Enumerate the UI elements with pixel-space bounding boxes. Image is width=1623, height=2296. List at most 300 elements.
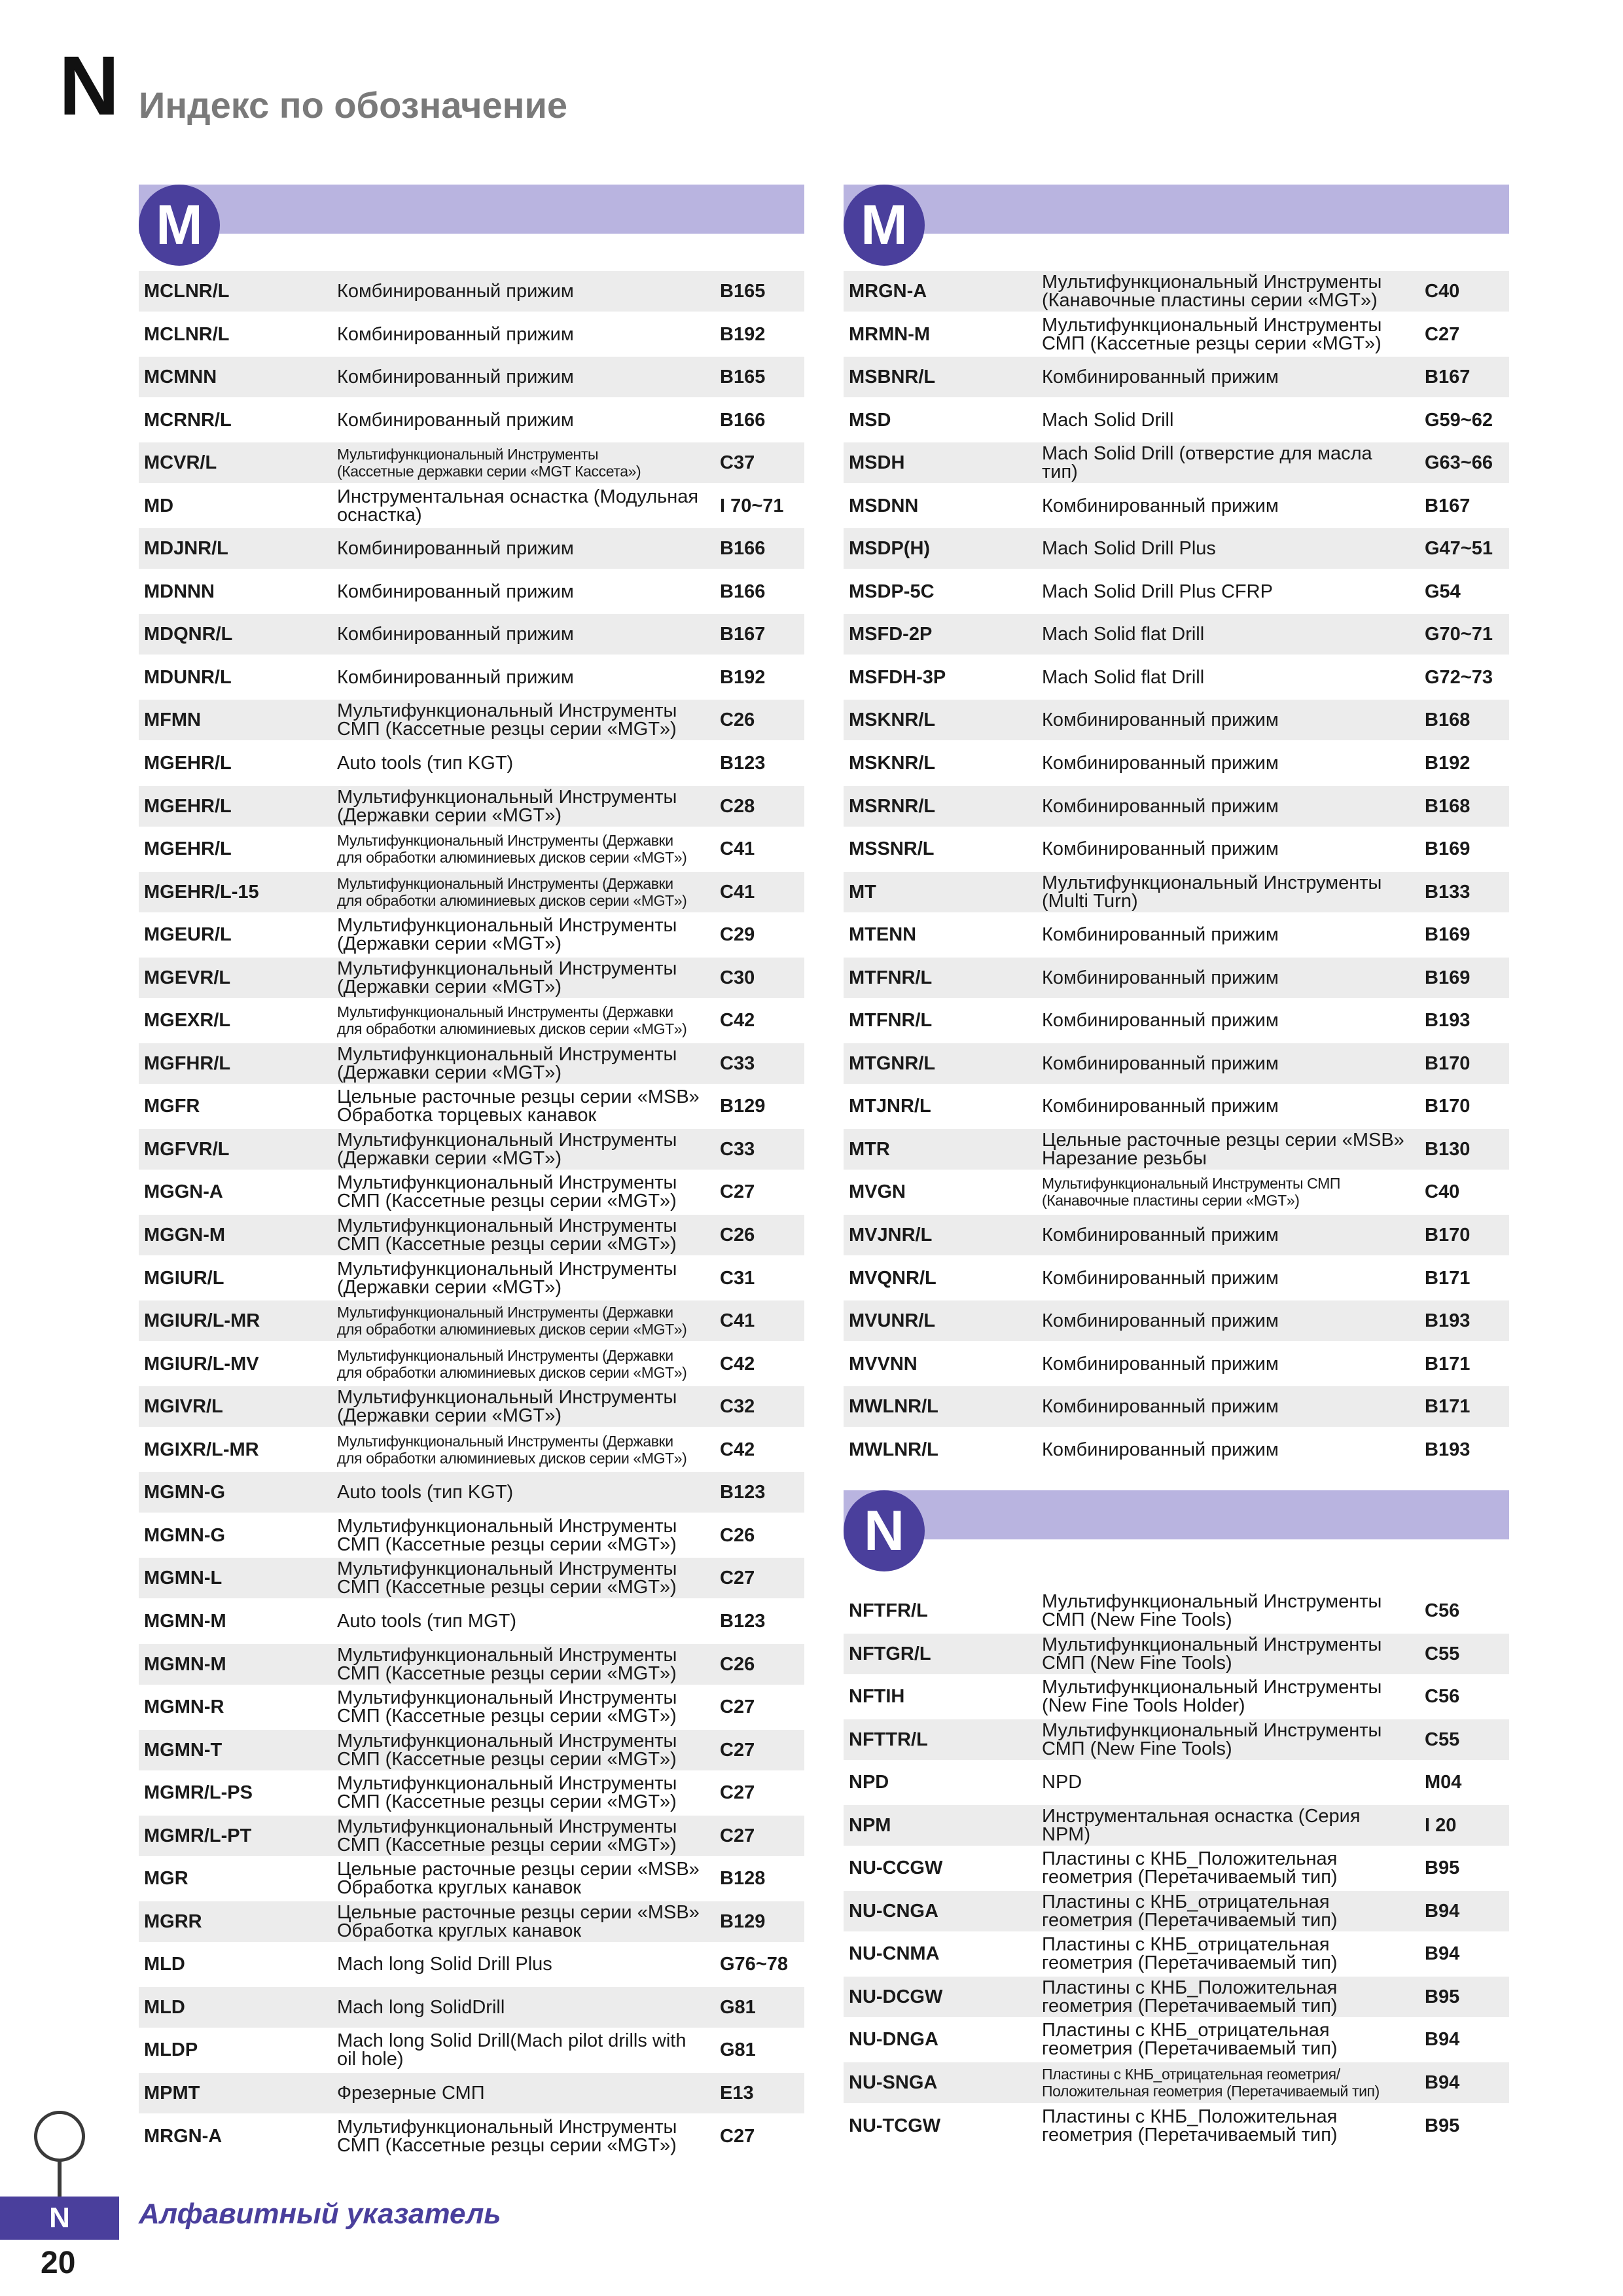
designation-description: Мультифункциональный Инструменты СМП (Канавочные пластины серии «MGT») [1042, 1175, 1340, 1210]
table-row [139, 1987, 804, 2028]
designation-code: MWLNR/L [849, 1439, 938, 1460]
page-reference: E13 [720, 2082, 754, 2104]
page-reference: G76~78 [720, 1954, 789, 1975]
page-reference: M04 [1425, 1772, 1462, 1793]
page-reference: C32 [720, 1396, 755, 1418]
table-row [844, 1344, 1509, 1384]
section-letter-badge: M [844, 185, 925, 266]
designation-description: Цельные расточные резцы серии «MSB» Нарезание резьбы [1042, 1129, 1404, 1169]
section-header-m-right [844, 185, 1509, 266]
page-reference: B166 [720, 581, 766, 602]
table-row [139, 743, 804, 783]
designation-description: Мультифункциональный Инструменты СМП (Кассетные резцы серии «MGT») [337, 1215, 677, 1255]
designation-code: MGFVR/L [144, 1138, 230, 1160]
designation-description: Мультифункциональный Инструменты (Державки серии «MGT») [337, 1258, 677, 1298]
designation-description: Mach Solid flat Drill [1042, 666, 1205, 688]
table-row [844, 1386, 1509, 1427]
designation-description: Мультифункциональный Инструменты (Державки серии «MGT») [337, 958, 677, 997]
designation-description: Мультифункциональный Инструменты СМП (Кассетные резцы серии «MGT») [337, 1773, 677, 1813]
table-row [139, 357, 804, 397]
page-reference: C55 [1425, 1643, 1460, 1664]
table-row [844, 700, 1509, 740]
table-row [844, 528, 1509, 569]
designation-code: MTFNR/L [849, 967, 933, 988]
table-row [844, 271, 1509, 312]
table-row [139, 829, 804, 869]
designation-code: MGEHR/L [144, 795, 232, 817]
designation-code: MGMN-R [144, 1696, 224, 1718]
designation-code: NU-DNGA [849, 2029, 938, 2051]
designation-code: NU-TCGW [849, 2115, 941, 2136]
designation-code: MSKNR/L [849, 753, 936, 774]
page-reference: C26 [720, 1524, 755, 1546]
designation-description: Mach Solid Drill Plus CFRP [1042, 581, 1273, 602]
designation-code: MGMN-M [144, 1610, 226, 1632]
page-reference: B123 [720, 1610, 766, 1632]
designation-description: Мультифункциональный Инструменты (Державки для обработки алюминиевых дисков серии «MGT») [337, 1432, 687, 1467]
designation-description: Пластины с КНБ_Положительная геометрия (Перетачиваемый тип) [1042, 1977, 1338, 2017]
designation-description: Инструментальная оснастка (Модульная оснастка) [337, 486, 699, 526]
designation-description: Пластины с КНБ_отрицательная геометрия (Перетачиваемый тип) [1042, 1891, 1338, 1931]
table-row [844, 1719, 1509, 1760]
page-reference: C41 [720, 838, 755, 860]
section-letter-badge: M [139, 185, 220, 266]
table-row [844, 442, 1509, 483]
table-row [139, 2116, 804, 2157]
designation-code: MDQNR/L [144, 624, 233, 645]
designation-code: MGIVR/L [144, 1396, 223, 1418]
page-reference: G59~62 [1425, 409, 1493, 431]
designation-description: Цельные расточные резцы серии «MSB» Обработка торцевых канавок [337, 1086, 700, 1126]
designation-code: NPM [849, 1814, 891, 1836]
page-reference: C33 [720, 1138, 755, 1160]
designation-description: Мультифункциональный Инструменты (Державки для обработки алюминиевых дисков серии «MGT») [337, 874, 687, 909]
page-reference: B95 [1425, 2115, 1460, 2136]
designation-description: Мультифункциональный Инструменты (Державки серии «MGT») [337, 786, 677, 826]
designation-code: MCMNN [144, 367, 217, 388]
designation-description: Мультифункциональный Инструменты СМП (New Fine Tools) [1042, 1634, 1382, 1674]
table-row [844, 1933, 1509, 1974]
page-reference: C27 [720, 1696, 755, 1718]
designation-code: MSRNR/L [849, 795, 936, 817]
designation-description: Мультифункциональный Инструменты (Multi Turn) [1042, 872, 1382, 912]
page-reference: C42 [720, 1439, 755, 1460]
designation-description: Пластины с КНБ_отрицательная геометрия (Перетачиваемый тип) [1042, 1934, 1338, 1974]
designation-code: NFTFR/L [849, 1600, 928, 1621]
page-reference: C27 [720, 1739, 755, 1761]
index-letter: N [59, 39, 120, 133]
table-row [844, 314, 1509, 355]
designation-description: Мультифункциональный Инструменты (Кассетные державки серии «MGT Кассета») [337, 446, 641, 480]
designation-code: MVJNR/L [849, 1225, 933, 1246]
page-reference: B192 [1425, 753, 1471, 774]
designation-code: MGMN-G [144, 1482, 226, 1503]
designation-code: MGIUR/L-MR [144, 1310, 260, 1332]
designation-code: MGRR [144, 1910, 202, 1932]
designation-description: Комбинированный прижим [1042, 1396, 1279, 1418]
table-row [844, 357, 1509, 397]
designation-description: Комбинированный прижим [337, 581, 574, 602]
table-row [844, 400, 1509, 440]
designation-code: MSDH [849, 452, 905, 474]
designation-description: Комбинированный прижим [1042, 924, 1279, 946]
page-reference: B130 [1425, 1138, 1471, 1160]
page-reference: B171 [1425, 1267, 1471, 1289]
page-reference: B167 [1425, 495, 1471, 516]
table-row [844, 1043, 1509, 1084]
designation-code: NU-CNMA [849, 1943, 940, 1965]
designation-description: Мультифункциональный Инструменты СМП (Кассетные резцы серии «MGT») [337, 700, 677, 740]
table-row [139, 1816, 804, 1856]
designation-code: MSD [849, 409, 891, 431]
page-reference: B167 [720, 624, 766, 645]
table-row [139, 1472, 804, 1513]
designation-description: Мультифункциональный Инструменты (Державки для обработки алюминиевых дисков серии «MGT») [337, 1003, 687, 1038]
designation-code: NU-SNGA [849, 2072, 938, 2094]
designation-code: MTENN [849, 924, 917, 946]
page-reference: G81 [720, 1996, 756, 2018]
footer-section-title: Алфавитный указатель [139, 2198, 501, 2230]
page-title: Индекс по обозначение [139, 84, 568, 126]
designation-description: Мультифункциональный Инструменты СМП (Кассетные резцы серии «MGT») [337, 1816, 677, 1856]
page-reference: B94 [1425, 2029, 1460, 2051]
designation-code: MGIUR/L-MV [144, 1353, 259, 1374]
page-reference: B128 [720, 1868, 766, 1890]
designation-description: Цельные расточные резцы серии «MSB» Обработка круглых канавок [337, 1859, 700, 1899]
table-row [139, 872, 804, 912]
page-reference: C27 [720, 1568, 755, 1589]
designation-description: Комбинированный прижим [1042, 795, 1279, 817]
page-reference: C33 [720, 1052, 755, 1074]
page-reference: B193 [1425, 1310, 1471, 1332]
page-reference: C26 [720, 1225, 755, 1246]
page-reference: C27 [720, 1782, 755, 1804]
page-reference: B95 [1425, 1986, 1460, 2007]
designation-code: MGGN-M [144, 1225, 226, 1246]
page-reference: B129 [720, 1096, 766, 1117]
table-row [844, 1215, 1509, 1255]
page-reference: B94 [1425, 1943, 1460, 1965]
table-row [139, 614, 804, 655]
designation-code: MGMN-L [144, 1568, 223, 1589]
table-row [844, 1129, 1509, 1170]
page-reference: C56 [1425, 1686, 1460, 1708]
designation-code: NFTGR/L [849, 1643, 931, 1664]
page-reference: C42 [720, 1353, 755, 1374]
page-reference: G47~51 [1425, 538, 1493, 560]
page-reference: I 70~71 [720, 495, 784, 516]
section-header-n [844, 1490, 1509, 1571]
designation-code: MGMN-M [144, 1653, 226, 1675]
designation-code: MGIUR/L [144, 1267, 224, 1289]
page-reference: B129 [720, 1910, 766, 1932]
designation-code: MLD [144, 1996, 185, 2018]
table-row [139, 1215, 804, 1255]
page-reference: C55 [1425, 1729, 1460, 1750]
designation-description: Фрезерные СМП [337, 2082, 485, 2104]
page-number: 20 [41, 2246, 76, 2280]
designation-code: MGMN-T [144, 1739, 223, 1761]
designation-description: Комбинированный прижим [1042, 838, 1279, 860]
table-row [844, 2019, 1509, 2060]
page-reference: B171 [1425, 1353, 1471, 1374]
page-reference: G54 [1425, 581, 1461, 602]
designation-description: Комбинированный прижим [337, 367, 574, 388]
designation-description: Mach long Solid Drill(Mach pilot drills with oil hole) [337, 2030, 687, 2070]
designation-description: Комбинированный прижим [1042, 1439, 1279, 1460]
table-row [139, 1386, 804, 1427]
designation-description: Мультифункциональный Инструменты (New Fine Tools Holder) [1042, 1677, 1382, 1717]
page-reference: B192 [720, 666, 766, 688]
designation-description: Мультифункциональный Инструменты СМП (Кассетные резцы серии «MGT») [337, 1644, 677, 1684]
table-row [844, 1848, 1509, 1888]
designation-code: MRGN-A [144, 2125, 223, 2147]
designation-code: MGMR/L-PT [144, 1825, 252, 1846]
designation-description: Auto tools (тип KGT) [337, 753, 514, 774]
index-table-m-left [139, 271, 804, 2159]
designation-description: Комбинированный прижим [337, 323, 574, 345]
table-row [844, 829, 1509, 869]
page-reference: B94 [1425, 2072, 1460, 2094]
table-row [139, 571, 804, 612]
designation-description: Комбинированный прижим [1042, 709, 1279, 731]
designation-code: MGIXR/L-MR [144, 1439, 259, 1460]
page-reference: G81 [720, 2039, 756, 2061]
designation-code: MVVNN [849, 1353, 918, 1374]
page-reference: C27 [720, 2125, 755, 2147]
table-row [844, 1805, 1509, 1846]
designation-code: MTJNR/L [849, 1096, 931, 1117]
table-row [844, 743, 1509, 783]
page-reference: B170 [1425, 1225, 1471, 1246]
page-reference: B193 [1425, 1439, 1471, 1460]
table-row [139, 1515, 804, 1556]
designation-description: Мультифункциональный Инструменты СМП (New Fine Tools) [1042, 1591, 1382, 1630]
table-row [844, 872, 1509, 912]
table-row [844, 486, 1509, 526]
table-row [139, 1429, 804, 1470]
page-reference: C30 [720, 967, 755, 988]
page-reference: C40 [1425, 1181, 1460, 1203]
page-reference: G72~73 [1425, 666, 1493, 688]
designation-code: MSFD-2P [849, 624, 933, 645]
designation-description: Мультифункциональный Инструменты (Державки серии «MGT») [337, 1129, 677, 1169]
table-row [139, 1601, 804, 1641]
designation-code: NU-CCGW [849, 1857, 943, 1879]
designation-description: Auto tools (тип KGT) [337, 1482, 514, 1503]
designation-description: Мультифункциональный Инструменты СМП (New Fine Tools) [1042, 1719, 1382, 1759]
table-row [139, 2073, 804, 2113]
corner-tab: N [0, 2197, 119, 2240]
page-reference: C26 [720, 709, 755, 731]
page-reference: B133 [1425, 881, 1471, 903]
page-reference: C27 [720, 1181, 755, 1203]
designation-code: MSDNN [849, 495, 919, 516]
table-row [844, 2106, 1509, 2146]
table-row [139, 1086, 804, 1126]
designation-code: MTFNR/L [849, 1010, 933, 1031]
designation-description: Мультифункциональный Инструменты (Державки серии «MGT») [337, 1387, 677, 1427]
designation-code: MGEHR/L-15 [144, 881, 259, 903]
designation-code: MSBNR/L [849, 367, 936, 388]
designation-code: MGFR [144, 1096, 200, 1117]
designation-code: NU-DCGW [849, 1986, 943, 2007]
page-reference: B168 [1425, 709, 1471, 731]
designation-description: Мультифункциональный Инструменты (Державки для обработки алюминиевых дисков серии «MGT») [337, 1346, 687, 1381]
page-reference: B166 [720, 409, 766, 431]
table-row [139, 1172, 804, 1212]
designation-description: Комбинированный прижим [1042, 1096, 1279, 1117]
designation-description: Mach Solid Drill Plus [1042, 538, 1216, 560]
designation-code: MSKNR/L [849, 709, 936, 731]
corner-stem [58, 2161, 62, 2198]
designation-code: MFMN [144, 709, 201, 731]
page-reference: B94 [1425, 1900, 1460, 1922]
page-reference: B95 [1425, 1857, 1460, 1879]
table-row [139, 442, 804, 483]
table-row [844, 1634, 1509, 1674]
designation-code: MD [144, 495, 174, 516]
designation-code: MSDP(H) [849, 538, 931, 560]
page-reference: C41 [720, 881, 755, 903]
page-reference: B168 [1425, 795, 1471, 817]
designation-description: Комбинированный прижим [1042, 367, 1279, 388]
designation-description: Мультифункциональный Инструменты СМП (Кассетные резцы серии «MGT») [337, 1558, 677, 1598]
designation-code: MCRNR/L [144, 409, 232, 431]
table-row [139, 1043, 804, 1084]
designation-code: MDNNN [144, 581, 215, 602]
designation-code: MVGN [849, 1181, 906, 1203]
table-row [844, 1762, 1509, 1803]
table-row [139, 271, 804, 312]
designation-description: Mach Solid Drill [1042, 409, 1174, 431]
table-row [139, 657, 804, 698]
designation-code: MPMT [144, 2082, 200, 2104]
table-row [139, 1558, 804, 1598]
designation-description: Mach long Solid Drill Plus [337, 1954, 552, 1975]
page-reference: B165 [720, 281, 766, 302]
designation-code: MT [849, 881, 876, 903]
page-reference: C56 [1425, 1600, 1460, 1621]
designation-code: MCLNR/L [144, 323, 230, 345]
page-reference: C31 [720, 1267, 755, 1289]
designation-code: MGEUR/L [144, 924, 232, 946]
page-reference: B123 [720, 1482, 766, 1503]
table-row [139, 486, 804, 526]
designation-description: Mach long SolidDrill [337, 1996, 505, 2018]
table-row [844, 1891, 1509, 1931]
designation-code: MTR [849, 1138, 890, 1160]
page-reference: C27 [1425, 323, 1460, 345]
designation-code: MRMN-M [849, 323, 931, 345]
section-header-m-left [139, 185, 804, 266]
designation-description: Комбинированный прижим [1042, 1052, 1279, 1074]
page-reference: B170 [1425, 1096, 1471, 1117]
designation-description: Мультифункциональный Инструменты (Державки серии «MGT») [337, 1043, 677, 1083]
designation-code: MGMR/L-PS [144, 1782, 253, 1804]
corner-ring-icon [34, 2111, 85, 2162]
designation-code: NPD [849, 1772, 889, 1793]
page-reference: B165 [720, 367, 766, 388]
designation-description: Мультифункциональный Инструменты СМП (Кассетные резцы серии «MGT») [337, 1172, 677, 1212]
page-reference: C41 [720, 1310, 755, 1332]
designation-description: Комбинированный прижим [337, 409, 574, 431]
designation-description: Комбинированный прижим [1042, 753, 1279, 774]
table-row [139, 1944, 804, 1984]
designation-code: MSFDH-3P [849, 666, 946, 688]
designation-code: MSDP-5C [849, 581, 935, 602]
table-row [844, 614, 1509, 655]
designation-code: MGFHR/L [144, 1052, 231, 1074]
designation-description: Комбинированный прижим [337, 538, 574, 560]
page-reference: B171 [1425, 1396, 1471, 1418]
designation-code: MDJNR/L [144, 538, 228, 560]
table-row [844, 657, 1509, 698]
table-row [844, 1590, 1509, 1631]
designation-code: MLDP [144, 2039, 198, 2061]
designation-description: Мультифункциональный Инструменты СМП (Кассетные резцы серии «MGT») [337, 1730, 677, 1770]
table-row [139, 1644, 804, 1685]
table-row [139, 1687, 804, 1727]
designation-code: MWLNR/L [849, 1396, 938, 1418]
designation-description: Auto tools (тип MGT) [337, 1610, 517, 1632]
page-reference: C29 [720, 924, 755, 946]
page-reference: B167 [1425, 367, 1471, 388]
section-band [844, 1490, 1509, 1539]
page-reference: C28 [720, 795, 755, 817]
table-row [139, 314, 804, 355]
designation-description: Mach Solid flat Drill [1042, 624, 1205, 645]
table-row [844, 1429, 1509, 1470]
designation-code: NFTTR/L [849, 1729, 928, 1750]
table-row [844, 2062, 1509, 2103]
designation-description: Комбинированный прижим [1042, 1225, 1279, 1246]
designation-description: Инструментальная оснастка (Серия NPM) [1042, 1805, 1361, 1845]
designation-code: MGEVR/L [144, 967, 231, 988]
designation-description: Комбинированный прижим [1042, 1267, 1279, 1289]
table-row [139, 1344, 804, 1384]
page-reference: C37 [720, 452, 755, 474]
designation-description: Пластины с КНБ_Положительная геометрия (Перетачиваемый тип) [1042, 1848, 1338, 1888]
table-row [844, 571, 1509, 612]
page-reference: G70~71 [1425, 624, 1493, 645]
page-reference: B166 [720, 538, 766, 560]
table-row [139, 1858, 804, 1899]
designation-code: MCLNR/L [144, 281, 230, 302]
designation-code: MVQNR/L [849, 1267, 936, 1289]
designation-description: Комбинированный прижим [1042, 1010, 1279, 1031]
designation-code: MSSNR/L [849, 838, 935, 860]
table-row [844, 1676, 1509, 1717]
table-row [139, 786, 804, 827]
page-reference: C40 [1425, 281, 1460, 302]
table-row [139, 528, 804, 569]
page-reference: B170 [1425, 1052, 1471, 1074]
page-reference: I 20 [1425, 1814, 1457, 1836]
table-row [844, 914, 1509, 955]
designation-description: Комбинированный прижим [1042, 1353, 1279, 1374]
section-letter-badge: N [844, 1490, 925, 1571]
page-reference: B169 [1425, 838, 1471, 860]
designation-code: MRGN-A [849, 281, 927, 302]
page-reference: G63~66 [1425, 452, 1493, 474]
designation-code: MGEXR/L [144, 1010, 231, 1031]
designation-description: Цельные расточные резцы серии «MSB» Обработка круглых канавок [337, 1901, 700, 1941]
page-reference: C26 [720, 1653, 755, 1675]
designation-code: MGEHR/L [144, 838, 232, 860]
designation-description: NPD [1042, 1772, 1082, 1793]
table-row [844, 958, 1509, 998]
